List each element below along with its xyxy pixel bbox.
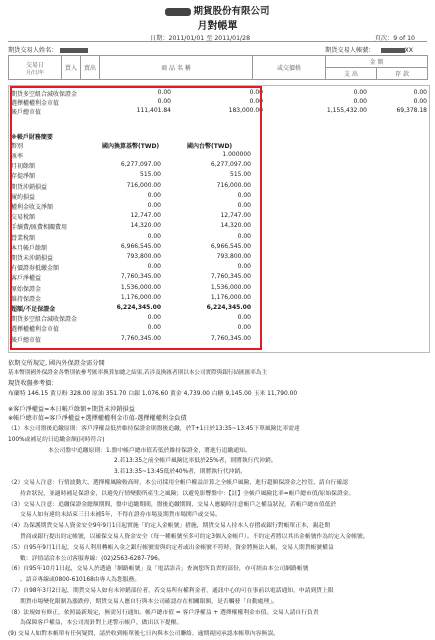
summary-row-fx: 0.00	[249, 89, 263, 96]
fin-row-label: 存提淨額	[11, 173, 36, 181]
summary-row-twd: 111,401.84	[136, 107, 171, 114]
footnote-line: （1）本公司盤後追繳原則：客戶淨權益低於維持保證金則盤後追繳，於T+1日於13:35~13:45下單風險比率需達	[8, 426, 300, 432]
col-amount: 金 額	[326, 56, 428, 68]
summary-row-twd: 0.00	[157, 89, 171, 96]
fin-row-label: 維持保證金	[11, 295, 42, 303]
footnote-line: 3.若13:35~13:45低於40%者，則將執行代沖銷。	[114, 469, 247, 476]
col-pay: 支 出	[326, 68, 377, 80]
ledger-header	[8, 55, 428, 80]
fin-row-fx: 12,747.00	[220, 212, 251, 220]
fin-row-label: 期貨未沖銷損益	[11, 255, 54, 262]
fin-row-fx: 0.00	[237, 202, 251, 209]
note-line3: 現貨收盤參考價：	[8, 380, 58, 387]
redacted-mark	[381, 48, 405, 53]
fin-row-label: 月初餘額	[11, 163, 36, 171]
footnote-line: （7）自98年3月2日起，期貨交易人如有未沖銷部位者，若交易所有權利金者，通訊中心的可在事前以電話通知，申請到貨上限	[8, 588, 334, 594]
fin-row-fx: 14,320.00	[220, 222, 251, 230]
col-sell: 賣出	[81, 56, 100, 80]
footnote-line: （6）自95年10月1日起，交易人於透過「網路帳號」及「電話語音」查詢您所負責的部份，亦可經由本公司網路帳號	[8, 566, 309, 573]
footnote-line: 交易人如有違約未結束三日未補5年，不得在證券市場及期貨市場開戶或交易。	[20, 512, 221, 519]
fin-row-label: 匯率	[11, 153, 24, 160]
fin-row-label: 營業稅額	[11, 234, 36, 242]
note-market-value: ※帳戶總市值=客戶淨權益+選擇權權利金市值-選擇權權利金負債	[8, 415, 187, 422]
fin-row-twd: 14,320.00	[130, 222, 161, 230]
fin-row-twd: 716,000.00	[126, 181, 161, 189]
fin-row-fx: 0.00	[237, 191, 251, 199]
fin-header-fx: 國內台幣(TWD)	[187, 143, 233, 150]
fin-row-label: 有價證券抵繳金額	[11, 265, 60, 273]
summary-row-pay: 0.00	[353, 98, 367, 105]
summary-row-label: 期貨多空組合減收保證金	[11, 91, 78, 98]
fin-row-fx: 7,760,345.00	[210, 334, 251, 342]
fin-row-label: 權利金收支淨額	[11, 204, 54, 211]
fin-row-label: 超額/不足保證金	[11, 306, 56, 313]
footnote-line: 2.若13:35之前全帳戶風險比率低於25%者，則將執行代沖銷。	[114, 458, 277, 465]
fin-row-twd: 6,277,097.00	[120, 161, 161, 169]
footnote-line: 為保障客戶權益，本公司需針對上述警示帳戶，做出以下提醒。	[20, 620, 183, 627]
fin-row-label: 本月帳戶餘額	[11, 244, 48, 252]
fin-row-twd: 0.00	[147, 191, 161, 199]
section-title: ※帳戶財務簡要	[11, 134, 53, 141]
fin-row-label: 客戶淨權益	[11, 275, 42, 283]
note-line2: 基本幣別國外保證金各幣別依參考匯率換算加總之結果,若涉及換匯者則以本公司實際與銀行結匯匯率為主	[8, 370, 268, 376]
fin-row-fx: 1,536,000.00	[210, 283, 251, 291]
date-range: 日期：2011/01/01 至 2011/01/28	[150, 35, 251, 42]
footnote-line: （5）自95年9月1日起，交易人利用轉帳入金之銀行帳號需與約定者或出金帳號不符時，資金將無法入帳，交易人期貨帳號權益	[8, 544, 334, 551]
summary-row-twd: 0.00	[157, 98, 171, 105]
fin-row-twd: 7,760,345.00	[120, 334, 161, 342]
fin-row-twd: 6,224,345.00	[116, 304, 161, 311]
fin-row-fx: 6,966,545.00	[210, 242, 251, 250]
summary-row-label: 帳戶總市值	[11, 109, 42, 116]
fin-row-twd: 0.00	[147, 324, 161, 332]
fin-row-fx: 515.00	[230, 171, 251, 179]
fin-row-twd: 1,536,000.00	[120, 283, 161, 291]
footnote-line: （3）交易人注意：追繳保證金總額期間，盤中追繳期間，盤後追繳期間，交易人應隨時注意帳戶之權益狀況，若帳戶總市值低於	[8, 501, 337, 508]
client-name: 期貨交易人姓名：	[8, 45, 88, 54]
note-equity: ※客戶淨權益=本日帳戶餘額+期貨未沖銷損益	[8, 406, 135, 413]
summary-row-label: 選擇權權利金市值	[11, 100, 60, 107]
fin-row-fx: 0.00	[237, 232, 251, 240]
fin-row-fx: 6,224,345.00	[206, 304, 251, 311]
col-buy: 買入	[62, 56, 81, 80]
note-line1: 依期交所規定, 國內外保證金需分開	[8, 360, 105, 367]
fin-row-label: 交易稅額	[11, 214, 36, 222]
fin-row-fx: 793,800.00	[216, 253, 251, 260]
footnote-line: （4）為保護期貨交易人資金安全9年9月1日起實施「約定入金帳號」措施，期貨交易人持本人存摺或銀行對帳單正本，親赴期	[8, 523, 330, 530]
footnote-line: 100%或補足約日追繳金額(同時符合)	[8, 436, 105, 443]
account-number: 期貨交易人帳號： XX	[325, 47, 413, 54]
fin-row-fx: 0.00	[237, 314, 251, 322]
col-date: 交易日 月/日/年	[9, 56, 62, 80]
fin-row-fx: 7,760,345.00	[210, 273, 251, 281]
page-number: 頁次：9 of 10	[374, 35, 415, 42]
footnote-line: 貨商或銀行提出約定帳號，以確保交易人資金安全（每一種帳號至多可約定3個入金帳戶）。不約定者將以其出金帳號作為約定入金帳號。	[20, 534, 369, 540]
fin-row-fx: 1,176,000.00	[210, 293, 251, 301]
fin-row-twd: 6,966,545.00	[120, 242, 161, 250]
statement-title: 月對帳單	[197, 21, 238, 32]
fin-row-label: 選擇權權利金市值	[11, 326, 60, 334]
footnote-line: 、語音專線或0800-610168由專人為您服務。	[20, 577, 141, 584]
reference-prices: 布蘭特 146.15 黃豆粉 328.00 原油 351.70 白銀 1,076.60 黃金 4,739.00 白糖 9,145.00 玉米 11,790.00	[8, 391, 298, 397]
summary-row-pay: 1,155,432.00	[326, 107, 367, 114]
footnote-line: （8）法規如有修正，依照最新規定，無需另行通知。帳戶總市值 = 客戶淨權益 + 選擇權權利金市值。交易人請自行負責	[8, 609, 319, 616]
header-divider	[8, 41, 427, 42]
footnote-line: （2）交易人注意：行情波動大、選擇權風險較高時，本公司採用全帳戶權益計算之全帳戶風險，進行超額保證金之控管、請自行確認	[8, 480, 348, 486]
fin-row-fx: 1.000000	[222, 151, 251, 158]
fin-row-label: 帳戶總市值	[11, 336, 42, 344]
fin-row-fx: 6,277,097.00	[210, 161, 251, 169]
footnote-line: 本公司盤中追繳原則：1.盤中帳戶總市值若低於維持保證金，將進行追繳通知。	[48, 447, 251, 454]
fin-row-label: 手續費/匯費相關費用	[11, 224, 68, 232]
summary-row-deposit: 0.00	[413, 89, 427, 96]
summary-row-fx: 0.00	[249, 98, 263, 105]
summary-row-deposit: 69,378.18	[396, 107, 427, 114]
footnote-line: 持倉狀況，並適時補足保證金，以避免行情變動所產生之風險；以避免影響盤中：【註】全帳戶風險比率=帳戶總市值/原始保證金。	[20, 490, 355, 497]
fin-row-twd: 0.00	[147, 232, 161, 240]
footnote-line: 數：詳情請洽本公司客服專線：(02)2563-6287-796。	[20, 555, 164, 562]
fin-row-fx: 716,000.00	[216, 181, 251, 189]
footnote-line: (9) 交易人如對本帳單有任何疑問，請於收到帳單後七日內與本公司聯絡，逾期視同承認本帳單內容無誤。	[8, 631, 279, 638]
col-fee: 或交價格	[253, 56, 326, 80]
fin-row-twd: 515.00	[140, 171, 161, 179]
fin-row-twd: 0.00	[147, 314, 161, 322]
fin-row-twd: 793,800.00	[126, 253, 161, 260]
fin-row-twd: 1,176,000.00	[120, 293, 161, 301]
summary-row-pay: 0.00	[353, 89, 367, 96]
fin-row-label: 期貨沖銷損益	[11, 183, 48, 191]
footnote-line: 期貨市場變化限制為漲跌停，期貨交易人應自行與本公司確認存在相關限額，是否觸發「自動處理」。	[20, 598, 278, 605]
fin-row-twd: 0.00	[147, 202, 161, 209]
fin-header-item: 幣別	[11, 143, 24, 150]
redacted-mark	[60, 48, 88, 53]
summary-row-fx: 183,000.00	[228, 107, 263, 114]
summary-row-deposit: 0.00	[413, 98, 427, 105]
fin-header-twd: 國內換算基幣(TWD)	[102, 143, 160, 150]
fin-row-twd: 0.00	[147, 263, 161, 271]
fin-row-fx: 0.00	[237, 263, 251, 271]
redacted-mark	[165, 8, 191, 16]
fin-row-label: 原始保證金	[11, 285, 42, 293]
fin-row-fx: 0.00	[237, 324, 251, 332]
col-product: 商 品 名 稱	[100, 56, 253, 80]
fin-row-twd: 12,747.00	[130, 212, 161, 220]
fin-row-label: 期貨多空組合減收保證金	[11, 316, 78, 324]
col-deposit: 存 款	[377, 68, 428, 80]
fin-row-twd: 7,760,345.00	[120, 273, 161, 281]
company-name: 期貨股份有限公司	[0, 3, 435, 17]
highlight-box	[10, 86, 262, 350]
fin-row-label: 履約損益	[11, 193, 36, 201]
